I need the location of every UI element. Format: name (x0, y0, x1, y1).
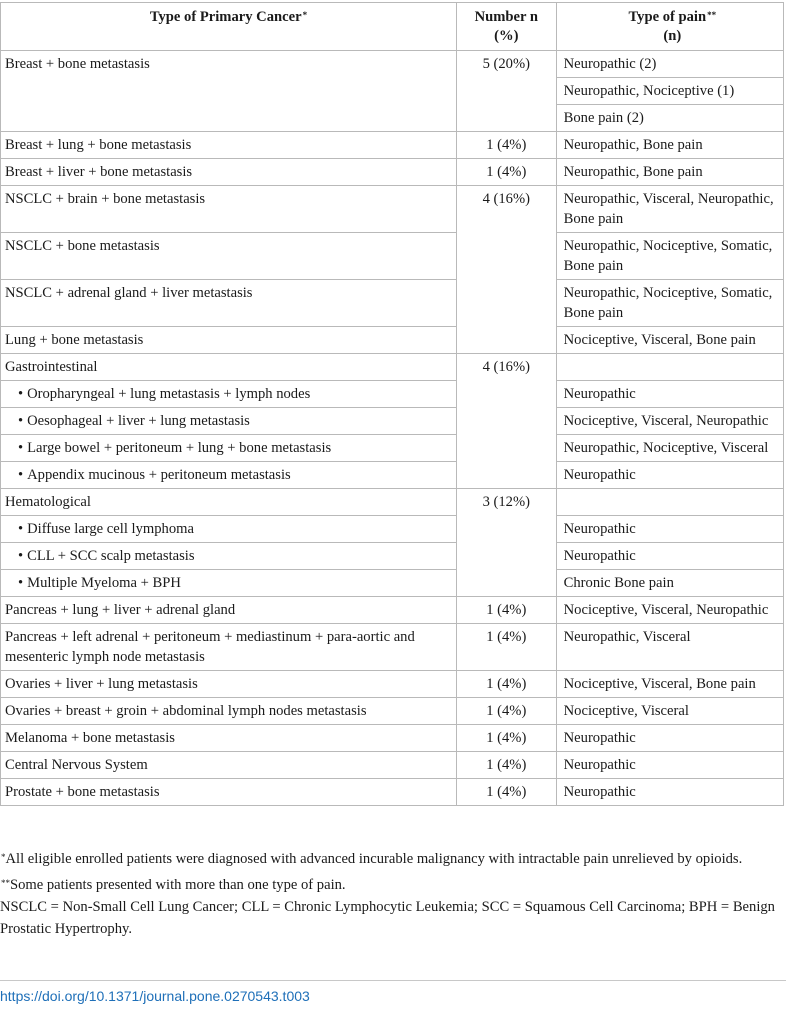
table-row (1, 51, 784, 78)
number-cell: 1 (4%) (456, 698, 556, 725)
table-row (1, 543, 784, 570)
number-cell: 1 (4%) (456, 779, 556, 806)
pain-cell: Neuropathic, Bone pain (556, 132, 783, 159)
cancer-pain-table (0, 2, 784, 806)
bullet-icon: • (18, 467, 24, 483)
table-row (1, 779, 784, 806)
pain-cell: Neuropathic, Nociceptive, Visceral (556, 435, 783, 462)
footnote-1: *All eligible enrolled patients were diagnosed with advanced incurable malignancy with intractable pain unrelieved by opioids. (1, 851, 743, 867)
table-row (1, 671, 784, 698)
header-primary-cancer: Type of Primary Cancer* (1, 3, 457, 51)
subtype-cell: • Oropharyngeal + lung metastasis + lymph nodes (1, 381, 457, 408)
table-row (1, 159, 784, 186)
table-row (1, 516, 784, 543)
cancer-type-cell: Breast + bone metastasis (1, 51, 457, 132)
bullet-icon: • (18, 440, 24, 456)
pain-cell: Nociceptive, Visceral, Neuropathic (556, 408, 783, 435)
number-cell: 3 (12%) (456, 489, 556, 597)
subtype-cell: • Appendix mucinous + peritoneum metastasis (1, 462, 457, 489)
doi-link[interactable]: https://doi.org/10.1371/journal.pone.0270543.t003 (0, 988, 310, 1004)
pain-cell: Neuropathic (556, 516, 783, 543)
pain-cell: Neuropathic (556, 462, 783, 489)
subtype-cell: • Diffuse large cell lymphoma (1, 516, 457, 543)
number-cell: 1 (4%) (456, 752, 556, 779)
pain-cell: Neuropathic (2) (556, 51, 783, 78)
table-row (1, 435, 784, 462)
subtype-cell: • Oesophageal + liver + lung metastasis (1, 408, 457, 435)
abbreviations-note: NSCLC = Non-Small Cell Lung Cancer; CLL = Chronic Lymphocytic Leukemia; SCC = Squamous Cell Carcinoma; BPH = Benign Prostatic Hypertrophy. (0, 899, 775, 937)
table-row (1, 570, 784, 597)
pain-cell (556, 489, 783, 516)
pain-cell: Neuropathic, Nociceptive, Somatic, Bone pain (556, 233, 783, 280)
number-cell: 4 (16%) (456, 186, 556, 354)
table-row (1, 624, 784, 671)
bullet-icon: • (18, 521, 24, 537)
pain-cell: Bone pain (2) (556, 105, 783, 132)
table-row (1, 597, 784, 624)
cancer-type-cell: Ovaries + liver + lung metastasis (1, 671, 457, 698)
table-row (1, 381, 784, 408)
divider (0, 980, 786, 981)
cancer-type-cell: Ovaries + breast + groin + abdominal lymph nodes metastasis (1, 698, 457, 725)
subtype-cell: • CLL + SCC scalp metastasis (1, 543, 457, 570)
pain-cell: Neuropathic, Bone pain (556, 159, 783, 186)
table-footnotes (0, 848, 784, 940)
bullet-icon: • (18, 575, 24, 591)
cancer-type-cell: Breast + liver + bone metastasis (1, 159, 457, 186)
pain-cell: Nociceptive, Visceral, Neuropathic (556, 597, 783, 624)
group-heading-cell: Hematological (1, 489, 457, 516)
table-header-row (1, 3, 784, 51)
number-cell: 1 (4%) (456, 671, 556, 698)
table-row (1, 327, 784, 354)
pain-cell: Nociceptive, Visceral (556, 698, 783, 725)
pain-cell (556, 354, 783, 381)
pain-cell: Neuropathic (556, 543, 783, 570)
table-row (1, 354, 784, 381)
bullet-icon: • (18, 413, 24, 429)
cancer-type-cell: Breast + lung + bone metastasis (1, 132, 457, 159)
pain-cell: Neuropathic (556, 779, 783, 806)
pain-cell: Neuropathic, Nociceptive (1) (556, 78, 783, 105)
number-cell: 5 (20%) (456, 51, 556, 132)
subtype-cell: • Multiple Myeloma + BPH (1, 570, 457, 597)
pain-cell: Neuropathic, Visceral, Neuropathic, Bone pain (556, 186, 783, 233)
number-cell: 1 (4%) (456, 132, 556, 159)
header-pain-type: Type of pain** (n) (556, 3, 783, 51)
cancer-type-cell: NSCLC + adrenal gland + liver metastasis (1, 280, 457, 327)
table-row (1, 186, 784, 233)
number-cell: 1 (4%) (456, 624, 556, 671)
cancer-type-cell: NSCLC + bone metastasis (1, 233, 457, 280)
subtype-cell: • Large bowel + peritoneum + lung + bone metastasis (1, 435, 457, 462)
footnote-2: **Some patients presented with more than one type of pain. (1, 877, 346, 893)
pain-cell: Neuropathic (556, 752, 783, 779)
number-cell: 1 (4%) (456, 597, 556, 624)
table-row (1, 489, 784, 516)
cancer-type-cell: Central Nervous System (1, 752, 457, 779)
pain-cell: Nociceptive, Visceral, Bone pain (556, 327, 783, 354)
table-row (1, 408, 784, 435)
table-row (1, 725, 784, 752)
pain-cell: Neuropathic, Visceral (556, 624, 783, 671)
header-number: Number n (%) (456, 3, 556, 51)
bullet-icon: • (18, 548, 24, 564)
table-row (1, 752, 784, 779)
number-cell: 1 (4%) (456, 725, 556, 752)
table-row (1, 280, 784, 327)
pain-cell: Chronic Bone pain (556, 570, 783, 597)
group-heading-cell: Gastrointestinal (1, 354, 457, 381)
table-row (1, 233, 784, 280)
cancer-type-cell: Pancreas + lung + liver + adrenal gland (1, 597, 457, 624)
cancer-type-cell: Lung + bone metastasis (1, 327, 457, 354)
cancer-type-cell: NSCLC + brain + bone metastasis (1, 186, 457, 233)
pain-cell: Neuropathic (556, 725, 783, 752)
cancer-type-cell: Pancreas + left adrenal + peritoneum + mediastinum + para-aortic and mesenteric lymph node metastasis (1, 624, 457, 671)
number-cell: 4 (16%) (456, 354, 556, 489)
cancer-type-cell: Melanoma + bone metastasis (1, 725, 457, 752)
table-row (1, 698, 784, 725)
pain-cell: Neuropathic, Nociceptive, Somatic, Bone pain (556, 280, 783, 327)
cancer-type-cell: Prostate + bone metastasis (1, 779, 457, 806)
bullet-icon: • (18, 386, 24, 402)
table-row (1, 462, 784, 489)
number-cell: 1 (4%) (456, 159, 556, 186)
pain-cell: Neuropathic (556, 381, 783, 408)
pain-cell: Nociceptive, Visceral, Bone pain (556, 671, 783, 698)
table-row (1, 132, 784, 159)
